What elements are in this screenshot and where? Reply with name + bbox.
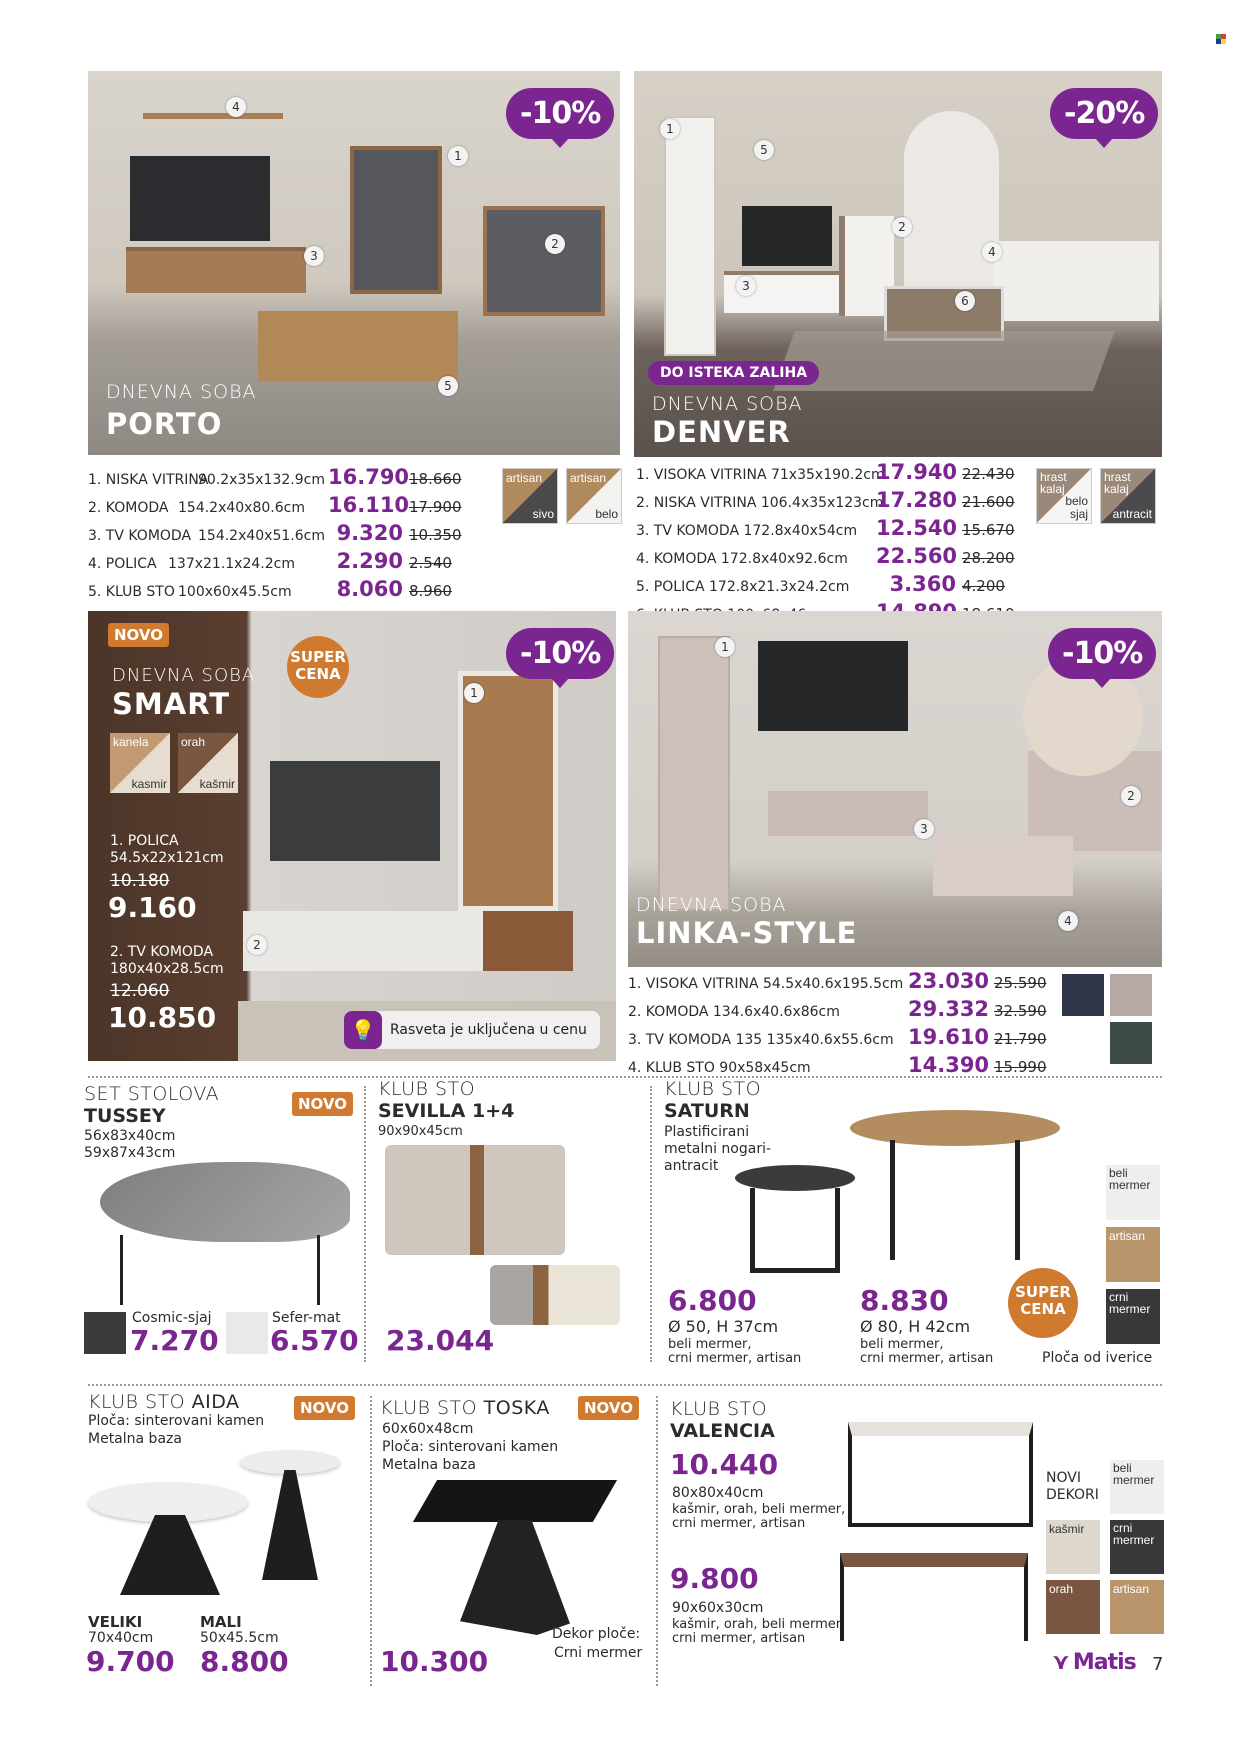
- price-row: 4. KLUB STO 90x58x45cm 14.390 15.990: [628, 1053, 1047, 1077]
- sevilla-dims: 90x90x45cm: [378, 1124, 463, 1139]
- dresser: [994, 241, 1159, 321]
- tussey-table-image: [100, 1162, 350, 1242]
- matis-mark-icon: ⋎: [1052, 1650, 1070, 1675]
- sevilla-line1: KLUB STO: [378, 1078, 476, 1100]
- vitrine: [350, 146, 442, 294]
- swatch-crni-mermer: crni mermer: [1110, 1520, 1164, 1574]
- saturn-small-colors-2: crni mermer, artisan: [668, 1351, 802, 1366]
- rug: [773, 331, 1115, 391]
- linka-price-list: [628, 969, 1047, 1081]
- toska-title: KLUB STO TOSKA: [380, 1397, 550, 1419]
- saturn-small-colors-1: beli mermer,: [668, 1337, 752, 1352]
- price-row: 5. POLICA 172.8x21.3x24.2cm 3.360 4.200: [636, 572, 1005, 596]
- variant-price: 7.270: [130, 1324, 219, 1357]
- tussey-legs: [120, 1235, 320, 1305]
- saturn-title: SATURN: [664, 1100, 750, 1122]
- discount-badge: -20%: [1050, 88, 1158, 139]
- tall-vitrine: [658, 636, 730, 911]
- tv-screen: [130, 156, 270, 241]
- room-title: SMART: [112, 687, 230, 721]
- price-row: 5. KLUB STO 100x60x45.5cm 8.060 8.960: [88, 577, 452, 601]
- wall-shelf: [143, 113, 283, 119]
- valencia-b-colors-1: kašmir, orah, beli mermer,: [672, 1617, 846, 1632]
- swatch-artisan: artisan: [1106, 1227, 1160, 1282]
- swatch-artisan: artisan: [1110, 1580, 1164, 1634]
- marker-5: 5: [754, 140, 774, 160]
- valencia-a-colors-2: crni mermer, artisan: [672, 1516, 806, 1531]
- item-2-dims: 180x40x28.5cm: [110, 961, 224, 977]
- room-subtitle: DNEVNA SOBA: [112, 665, 256, 686]
- corner-mark-icon: [1216, 34, 1226, 44]
- divider: [656, 1396, 658, 1686]
- saturn-desc-1: Plastificirani: [664, 1124, 750, 1140]
- toska-desc-2: Metalna baza: [382, 1457, 476, 1473]
- tv-cabinet: [126, 247, 306, 293]
- valencia-a-colors-1: kašmir, orah, beli mermer,: [672, 1502, 846, 1517]
- swatch-crni-mermer: crni mermer: [1106, 1289, 1160, 1344]
- swatch-artisan-sivo: artisan sivo: [502, 468, 558, 524]
- lightbulb-icon: 💡: [344, 1011, 382, 1049]
- super-price-badge: SUPER CENA: [287, 636, 349, 698]
- room-title: PORTO: [106, 407, 223, 441]
- swatch-kasmir: kašmir: [1046, 1520, 1100, 1574]
- toska-base: [460, 1520, 570, 1635]
- divider: [370, 1396, 372, 1686]
- discount-badge: -10%: [506, 88, 614, 139]
- marker-1: 1: [448, 146, 468, 166]
- tussey-line1: SET STOLOVA: [84, 1083, 220, 1105]
- page-number: 7: [1152, 1654, 1164, 1675]
- marker-3: 3: [736, 276, 756, 296]
- new-badge: NOVO: [578, 1396, 639, 1420]
- new-badge: NOVO: [292, 1092, 353, 1116]
- price-row: 1. VISOKA VITRINA 71x35x190.2cm 17.940 22.430: [636, 460, 1015, 484]
- saturn-desc-2: metalni nogari-: [664, 1141, 772, 1157]
- room-title: DENVER: [652, 415, 791, 449]
- price-row: 3. TV KOMODA 154.2x40x51.6cm 9.320 10.350: [88, 521, 462, 545]
- swatch-beli-mermer: beli mermer: [1110, 1460, 1164, 1514]
- marker-4: 4: [226, 97, 246, 117]
- discount-badge: -10%: [506, 628, 614, 679]
- variant-label: MALI: [200, 1613, 242, 1631]
- toska-dims: 60x60x48cm: [382, 1421, 474, 1437]
- tv-screen: [758, 641, 908, 731]
- marker-5: 5: [438, 376, 458, 396]
- toska-decor-2: Crni mermer: [554, 1645, 643, 1661]
- marker-2: 2: [545, 234, 565, 254]
- room-subtitle: DNEVNA SOBA: [106, 381, 257, 403]
- price-row: 1. VISOKA VITRINA 54.5x40.6x195.5cm 23.030 25.590: [628, 969, 1047, 993]
- item-1-dims: 54.5x22x121cm: [110, 850, 224, 866]
- item-2-old-price: 12.060: [110, 981, 170, 1001]
- saturn-large-legs: [890, 1140, 1020, 1260]
- price-row: 3. TV KOMODA 135 135x40.6x55.6cm 19.610 21.790: [628, 1025, 1047, 1049]
- valencia-b-dims: 90x60x30cm: [672, 1600, 764, 1616]
- tall-vitrine: [664, 116, 716, 356]
- tv-cabinet: [768, 791, 928, 836]
- sefer-mat-swatch: [226, 1312, 268, 1354]
- color-swatch-taupe: [1110, 974, 1152, 1016]
- price-row: 2. KOMODA 154.2x40x80.6cm 16.110 17.900: [88, 493, 462, 517]
- divider: [650, 1086, 652, 1362]
- price-row: 4. POLICA 137x21.1x24.2cm 2.290 2.540: [88, 549, 452, 573]
- valencia-square-table: [848, 1422, 1033, 1527]
- valencia-a-price: 10.440: [670, 1448, 779, 1481]
- aida-small-base: [262, 1470, 318, 1580]
- new-decors-label: NOVI DEKORI: [1046, 1470, 1099, 1503]
- discount-badge: -10%: [1048, 628, 1156, 679]
- saturn-small-price: 6.800: [668, 1284, 757, 1317]
- aida-large-base: [120, 1515, 220, 1595]
- saturn-large-dims: Ø 80, H 42cm: [860, 1317, 971, 1336]
- stock-badge: DO ISTEKA ZALIHA: [648, 361, 819, 385]
- toska-desc-1: Ploča: sinterovani kamen: [382, 1439, 559, 1455]
- saturn-note: Ploča od iverice: [1042, 1350, 1153, 1366]
- valencia-title: VALENCIA: [670, 1420, 775, 1442]
- variant-price: 9.700: [86, 1645, 175, 1678]
- swatch-hrast-belo: hrast kalaj belo sjaj: [1036, 468, 1092, 524]
- marker-1: 1: [464, 683, 484, 703]
- aida-title: KLUB STO AIDA: [88, 1391, 240, 1413]
- variant-label: VELIKI: [88, 1613, 143, 1631]
- valencia-b-price: 9.800: [670, 1562, 759, 1595]
- room-title: LINKA-STYLE: [636, 916, 858, 950]
- brand-logo: ⋎ Matis: [1052, 1650, 1136, 1675]
- variant-price: 6.570: [270, 1324, 359, 1357]
- sevilla-price: 23.044: [386, 1324, 495, 1357]
- porto-price-list-table: [88, 465, 468, 605]
- swatch-artisan-belo: artisan belo: [566, 468, 622, 524]
- divider: [88, 1384, 1162, 1386]
- new-badge: NOVO: [108, 623, 169, 647]
- marker-3: 3: [304, 246, 324, 266]
- marker-4: 4: [982, 242, 1002, 262]
- aida-desc-1: Ploča: sinterovani kamen: [88, 1413, 265, 1429]
- marker-1: 1: [660, 119, 680, 139]
- item-1-old-price: 10.180: [110, 871, 170, 891]
- divider: [88, 1076, 1162, 1078]
- marker-3: 3: [914, 819, 934, 839]
- toska-top: [413, 1480, 617, 1522]
- price-row: 2. NISKA VITRINA 106.4x35x123cm 17.280 21.600: [636, 488, 1015, 512]
- swatch-orah: orah: [1046, 1580, 1100, 1634]
- new-badge: NOVO: [294, 1396, 355, 1420]
- swatch-orah-kasmir: orah kašmir: [178, 733, 238, 793]
- item-1-price: 9.160: [108, 891, 197, 924]
- super-price-badge: SUPER CENA: [1008, 1268, 1078, 1338]
- marker-2: 2: [247, 935, 267, 955]
- swatch-kanela-kasmir: kanela kasmir: [110, 733, 170, 793]
- item-1-name: 1. POLICA: [110, 833, 179, 849]
- tv-screen: [270, 761, 440, 861]
- divider: [364, 1086, 366, 1362]
- tv-screen: [742, 206, 832, 266]
- saturn-small-dims: Ø 50, H 37cm: [668, 1317, 779, 1336]
- tv-cabinet: [243, 911, 573, 971]
- cosmic-sjaj-swatch: [84, 1312, 126, 1354]
- tussey-title: TUSSEY: [84, 1105, 166, 1127]
- price-row: 2. KOMODA 134.6x40.6x86cm 29.332 32.590: [628, 997, 1047, 1021]
- denver-price-list: [636, 460, 1015, 628]
- valencia-line1: KLUB STO: [670, 1398, 768, 1420]
- sevilla-cross: [470, 1145, 484, 1255]
- valencia-rect-table: [840, 1553, 1028, 1641]
- price-row: 3. TV KOMODA 172.8x40x54cm 12.540 15.670: [636, 516, 1015, 540]
- light-note: 💡 Rasveta je uključena u cenu: [344, 1011, 600, 1049]
- item-2-name: 2. TV KOMODA: [110, 944, 214, 960]
- item-2-price: 10.850: [108, 1001, 217, 1034]
- toska-decor-1: Dekor ploče:: [552, 1626, 641, 1642]
- variant-label: Cosmic-sjaj: [132, 1310, 212, 1326]
- marker-2: 2: [1121, 786, 1141, 806]
- room-subtitle: DNEVNA SOBA: [652, 393, 803, 415]
- valencia-b-colors-2: crni mermer, artisan: [672, 1631, 806, 1646]
- saturn-line1: KLUB STO: [664, 1078, 762, 1100]
- tussey-dims-1: 56x83x40cm: [84, 1128, 176, 1144]
- toska-price: 10.300: [380, 1645, 489, 1678]
- dresser: [483, 206, 605, 316]
- variant-dims: 70x40cm: [88, 1630, 154, 1646]
- variant-dims: 50x45.5cm: [200, 1630, 279, 1646]
- color-swatch-navy: [1062, 974, 1104, 1016]
- marker-2: 2: [892, 217, 912, 237]
- price-row: 4. KOMODA 172.8x40x92.6cm 22.560 28.200: [636, 544, 1015, 568]
- saturn-small-legs: [750, 1188, 840, 1273]
- saturn-desc-3: antracit: [664, 1158, 719, 1174]
- saturn-large-colors-1: beli mermer,: [860, 1337, 944, 1352]
- sevilla-title: SEVILLA 1+4: [378, 1100, 515, 1122]
- variant-price: 8.800: [200, 1645, 289, 1678]
- swatch-beli-mermer: beli mermer: [1106, 1165, 1160, 1220]
- room-subtitle: DNEVNA SOBA: [636, 894, 787, 916]
- saturn-large-price: 8.830: [860, 1284, 949, 1317]
- valencia-a-dims: 80x80x40cm: [672, 1485, 764, 1501]
- coffee-table: [933, 836, 1073, 896]
- wall-shelf: [458, 671, 558, 911]
- tussey-dims-2: 59x87x43cm: [84, 1145, 176, 1161]
- saturn-large-colors-2: crni mermer, artisan: [860, 1351, 994, 1366]
- marker-1: 1: [715, 637, 735, 657]
- swatch-hrast-antracit: hrast kalaj antracit: [1100, 468, 1156, 524]
- marker-4: 4: [1058, 911, 1078, 931]
- variant-label: Sefer-mat: [272, 1310, 341, 1326]
- marker-6: 6: [955, 291, 975, 311]
- sevilla-stools: [490, 1265, 620, 1325]
- price-row: 1. NISKA VITRINA 90.2x35x132.9cm 16.790 18.660: [88, 465, 462, 489]
- aida-desc-2: Metalna baza: [88, 1431, 182, 1447]
- arched-window: [904, 111, 999, 311]
- color-swatch-green: [1110, 1022, 1152, 1064]
- coffee-table: [258, 311, 458, 381]
